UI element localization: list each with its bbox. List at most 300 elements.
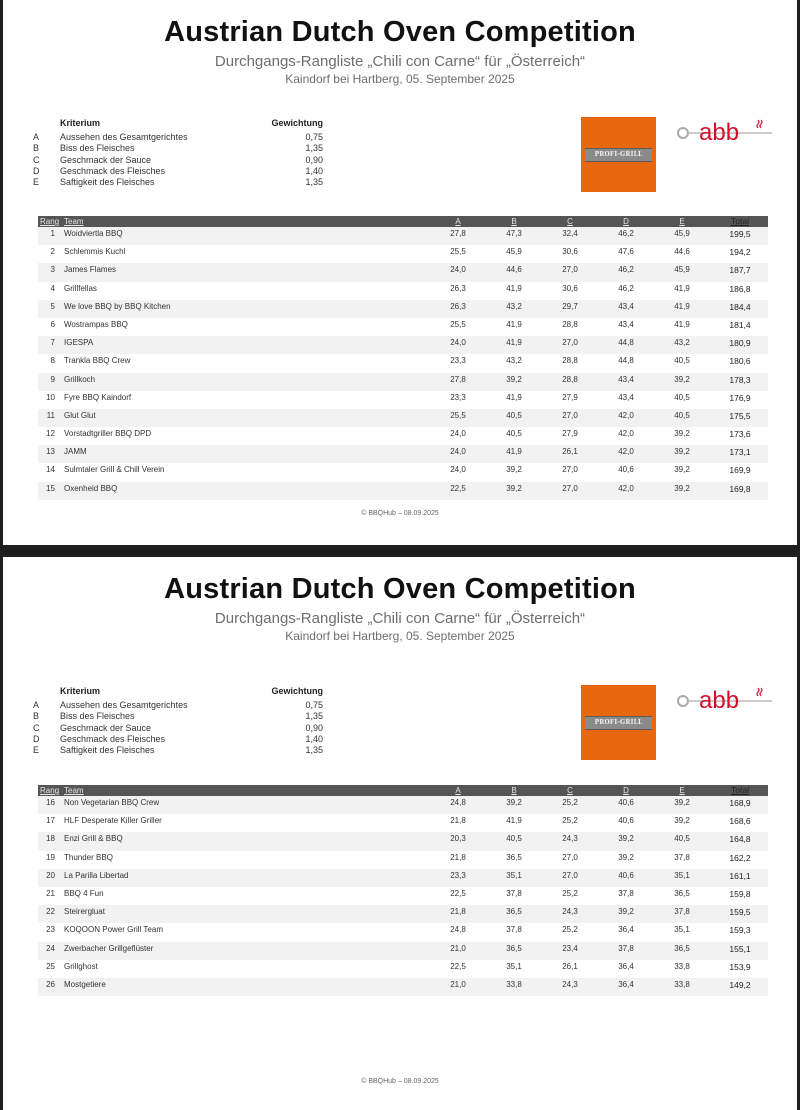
criteria-row xyxy=(33,723,323,734)
table-row xyxy=(38,227,768,245)
score-b-cell: 47,3 xyxy=(506,229,522,238)
score-c-cell: 25,2 xyxy=(562,816,578,826)
score-e-cell: 37,8 xyxy=(674,852,690,862)
score-e-cell: 39,2 xyxy=(674,816,690,826)
score-c-cell: 28,8 xyxy=(562,356,578,366)
rank-cell: 2 xyxy=(50,247,55,257)
rank-cell: 6 xyxy=(50,319,55,329)
table-row xyxy=(38,869,768,887)
page-title: Austrian Dutch Oven Competition xyxy=(164,573,636,605)
score-a-cell: 22,5 xyxy=(450,483,466,493)
criteria-name: Aussehen des Gesamtgerichtes xyxy=(60,132,188,142)
score-d-cell: 42,0 xyxy=(618,483,634,493)
score-b-cell: 40,5 xyxy=(506,410,522,420)
score-b-cell: 39,2 xyxy=(506,374,522,384)
criteria-row xyxy=(33,132,323,143)
profi-grill-ribbon: PROFI-GRILL xyxy=(585,716,652,730)
score-a-cell: 21,8 xyxy=(450,907,466,917)
score-d-cell: 36,4 xyxy=(618,925,634,935)
team-cell: Vorstadtgriller BBQ DPD xyxy=(64,429,152,439)
rank-cell: 24 xyxy=(46,943,55,953)
col-c: C xyxy=(567,786,573,795)
score-b-cell: 39,2 xyxy=(506,465,522,475)
table-row xyxy=(38,463,768,481)
team-cell: Grillfellas xyxy=(64,283,97,293)
score-d-cell: 39,2 xyxy=(618,852,634,862)
score-e-cell: 43,2 xyxy=(674,338,690,348)
score-b-cell: 41,9 xyxy=(506,319,522,329)
score-c-cell: 23,4 xyxy=(562,943,578,953)
svg-text:abb: abb xyxy=(699,119,740,146)
criteria-name: Saftigkeit des Fleisches xyxy=(60,745,155,756)
score-e-cell: 37,8 xyxy=(674,907,690,917)
team-cell: Glut Glut xyxy=(64,410,96,420)
svg-text:abb: abb xyxy=(699,687,740,714)
criteria-letter: B xyxy=(33,711,40,722)
team-cell: La Parilla Libertad xyxy=(64,870,129,880)
rank-cell: 10 xyxy=(46,392,55,402)
score-e-cell: 41,9 xyxy=(674,301,690,311)
score-e-cell: 40,5 xyxy=(674,410,690,420)
rank-cell: 15 xyxy=(46,483,55,493)
total-cell: 173,1 xyxy=(729,447,751,458)
total-cell: 159,8 xyxy=(729,888,751,899)
score-e-cell: 35,1 xyxy=(674,925,690,935)
table-row xyxy=(38,300,768,318)
score-d-cell: 47,6 xyxy=(618,247,634,257)
criteria-letter: E xyxy=(33,745,40,756)
team-cell: JAMM xyxy=(64,447,87,457)
score-b-cell: 43,2 xyxy=(506,356,522,366)
score-a-cell: 23,3 xyxy=(450,870,466,880)
total-cell: 194,2 xyxy=(729,247,751,258)
team-cell: BBQ 4 Fun xyxy=(64,888,104,898)
score-e-cell: 44,6 xyxy=(674,247,690,257)
rank-cell: 12 xyxy=(46,429,55,439)
criteria-col-weight: Gewichtung xyxy=(271,118,323,128)
rank-cell: 9 xyxy=(50,374,55,384)
score-e-cell: 35,1 xyxy=(674,870,690,880)
criteria-name: Aussehen des Gesamtgerichtes xyxy=(60,700,188,710)
score-d-cell: 44,8 xyxy=(618,338,634,348)
rank-cell: 11 xyxy=(46,410,55,420)
total-cell: 187,7 xyxy=(729,265,751,276)
team-cell: Steirergluat xyxy=(64,907,105,917)
criteria-row xyxy=(33,734,323,745)
table-row xyxy=(38,942,768,960)
ranking-table-page-1 xyxy=(38,216,768,500)
score-c-cell: 28,8 xyxy=(562,319,578,329)
score-b-cell: 35,1 xyxy=(506,961,522,971)
table-row xyxy=(38,409,768,427)
score-b-cell: 40,5 xyxy=(506,429,522,439)
criteria-col-criterion: Kriterium xyxy=(60,118,101,128)
team-cell: Grillkoch xyxy=(64,374,96,384)
page-1 xyxy=(3,0,797,545)
rank-cell: 7 xyxy=(50,338,55,348)
table-row xyxy=(38,923,768,941)
score-d-cell: 43,4 xyxy=(618,301,634,311)
score-d-cell: 46,2 xyxy=(618,283,634,293)
total-cell: 155,1 xyxy=(729,943,751,954)
criteria-letter: A xyxy=(33,700,40,710)
rank-cell: 21 xyxy=(46,888,55,898)
score-b-cell: 36,5 xyxy=(506,852,522,862)
score-b-cell: 41,9 xyxy=(506,816,522,826)
team-cell: Sulmtaler Grill & Chill Verein xyxy=(64,465,165,475)
col-a: A xyxy=(455,217,461,226)
total-cell: 199,5 xyxy=(729,229,751,239)
score-b-cell: 41,9 xyxy=(506,338,522,348)
score-c-cell: 27,0 xyxy=(562,870,578,880)
page-title: Austrian Dutch Oven Competition xyxy=(164,16,636,48)
score-b-cell: 45,9 xyxy=(506,247,522,257)
footer-copyright: © BBQHub – 08.09.2025 xyxy=(361,510,439,517)
score-a-cell: 24,0 xyxy=(450,429,466,439)
rank-cell: 16 xyxy=(46,798,55,807)
criteria-name: Biss des Fleisches xyxy=(60,143,135,154)
criteria-weight: 1,35 xyxy=(305,745,323,756)
score-a-cell: 24,0 xyxy=(450,465,466,475)
total-cell: 161,1 xyxy=(729,870,751,881)
criteria-row xyxy=(33,700,323,711)
score-e-cell: 39,2 xyxy=(674,798,690,807)
score-a-cell: 22,5 xyxy=(450,961,466,971)
score-a-cell: 27,8 xyxy=(450,374,466,384)
score-c-cell: 26,1 xyxy=(562,961,578,971)
rank-cell: 23 xyxy=(46,925,55,935)
criteria-row xyxy=(33,745,323,756)
total-cell: 184,4 xyxy=(729,301,751,312)
page-subtitle: Durchgangs-Rangliste „Chili con Carne“ für „Österreich“ xyxy=(214,610,586,627)
score-a-cell: 25,5 xyxy=(450,410,466,420)
total-cell: 149,2 xyxy=(729,979,751,990)
score-e-cell: 36,5 xyxy=(674,888,690,898)
criteria-letter: B xyxy=(33,143,40,154)
table-row xyxy=(38,318,768,336)
team-cell: Schlemmis Kuchl xyxy=(64,247,126,257)
score-b-cell: 43,2 xyxy=(506,301,522,311)
score-c-cell: 27,0 xyxy=(562,483,578,493)
criteria-name: Geschmack der Sauce xyxy=(60,722,152,733)
team-cell: Non Vegetarian BBQ Crew xyxy=(64,798,160,807)
total-cell: 169,8 xyxy=(729,483,751,494)
criteria-header xyxy=(33,118,323,132)
team-cell: Zwerbacher Grillgeflüster xyxy=(64,943,154,953)
score-e-cell: 39,2 xyxy=(674,447,690,457)
criteria-name: Geschmack der Sauce xyxy=(60,154,152,165)
criteria-name: Saftigkeit des Fleisches xyxy=(60,177,155,188)
criteria-letter: C xyxy=(33,722,40,733)
footer-copyright: © BBQHub – 08.09.2025 xyxy=(361,1078,439,1085)
score-d-cell: 42,0 xyxy=(618,447,634,457)
col-b: B xyxy=(511,786,517,795)
score-c-cell: 30,6 xyxy=(562,247,578,257)
rank-cell: 20 xyxy=(46,870,55,880)
score-b-cell: 41,9 xyxy=(506,447,522,457)
criteria-weight: 0,75 xyxy=(305,700,323,710)
score-d-cell: 37,8 xyxy=(618,888,634,898)
score-a-cell: 27,8 xyxy=(450,229,466,238)
col-d: D xyxy=(623,786,629,795)
table-row xyxy=(38,905,768,923)
table-row xyxy=(38,354,768,372)
score-d-cell: 43,4 xyxy=(618,392,634,402)
score-a-cell: 23,3 xyxy=(450,356,466,366)
score-e-cell: 40,5 xyxy=(674,356,690,366)
team-cell: Fyre BBQ Kaindorf xyxy=(64,392,132,402)
total-cell: 180,6 xyxy=(729,356,751,367)
criteria-weight: 0,90 xyxy=(305,154,323,165)
rank-cell: 4 xyxy=(50,283,55,293)
table-row xyxy=(38,796,768,814)
col-e: E xyxy=(679,786,685,795)
score-b-cell: 36,5 xyxy=(506,943,522,953)
page-2 xyxy=(3,557,797,1110)
score-a-cell: 21,0 xyxy=(450,979,466,989)
table-row xyxy=(38,245,768,263)
rank-cell: 17 xyxy=(46,816,55,826)
score-c-cell: 27,0 xyxy=(562,465,578,475)
score-d-cell: 42,0 xyxy=(618,410,634,420)
criteria-col-criterion: Kriterium xyxy=(60,686,101,696)
rank-cell: 14 xyxy=(46,465,55,475)
total-cell: 169,9 xyxy=(729,465,751,476)
criteria-row xyxy=(33,177,323,188)
rank-cell: 5 xyxy=(50,301,55,311)
profi-grill-ribbon: PROFI-GRILL xyxy=(585,148,652,162)
table-row xyxy=(38,336,768,354)
score-b-cell: 37,8 xyxy=(506,925,522,935)
team-cell: Mostgetiere xyxy=(64,979,106,989)
score-e-cell: 39,2 xyxy=(674,429,690,439)
score-a-cell: 26,3 xyxy=(450,283,466,293)
score-c-cell: 28,8 xyxy=(562,374,578,384)
team-cell: James Flames xyxy=(64,265,117,275)
score-a-cell: 24,8 xyxy=(450,925,466,935)
team-cell: Enzi Grill & BBQ xyxy=(64,834,123,844)
criteria-weight: 1,35 xyxy=(305,143,323,154)
score-b-cell: 33,8 xyxy=(506,979,522,989)
score-e-cell: 39,2 xyxy=(674,465,690,475)
team-cell: IGESPA xyxy=(64,338,94,348)
rank-cell: 26 xyxy=(46,979,55,989)
score-b-cell: 39,2 xyxy=(506,798,522,807)
team-cell: We love BBQ by BBQ Kitchen xyxy=(64,301,171,311)
total-cell: 162,2 xyxy=(729,852,751,863)
team-cell: Grillghost xyxy=(64,961,98,971)
table-row xyxy=(38,960,768,978)
score-d-cell: 46,2 xyxy=(618,229,634,238)
col-b: B xyxy=(511,217,517,226)
score-e-cell: 40,5 xyxy=(674,834,690,844)
score-d-cell: 44,8 xyxy=(618,356,634,366)
total-cell: 180,9 xyxy=(729,338,751,349)
total-cell: 175,5 xyxy=(729,410,751,421)
table-header xyxy=(38,216,768,227)
score-a-cell: 24,0 xyxy=(450,338,466,348)
col-team: Team xyxy=(64,217,84,226)
col-total: Total xyxy=(731,785,749,795)
rank-cell: 22 xyxy=(46,907,55,917)
score-d-cell: 37,8 xyxy=(618,943,634,953)
score-e-cell: 41,9 xyxy=(674,319,690,329)
team-cell: Oxenheid BBQ xyxy=(64,483,118,493)
criteria-weight: 1,40 xyxy=(305,733,323,744)
criteria-letter: E xyxy=(33,177,40,188)
table-row xyxy=(38,887,768,905)
rank-cell: 8 xyxy=(50,356,55,366)
score-e-cell: 41,9 xyxy=(674,283,690,293)
score-e-cell: 33,8 xyxy=(674,979,690,989)
score-c-cell: 27,0 xyxy=(562,338,578,348)
col-total: Total xyxy=(731,216,749,226)
score-a-cell: 21,8 xyxy=(450,852,466,862)
score-d-cell: 39,2 xyxy=(618,834,634,844)
score-c-cell: 27,0 xyxy=(562,410,578,420)
criteria-letter: A xyxy=(33,132,40,142)
score-e-cell: 45,9 xyxy=(674,229,690,238)
score-c-cell: 29,7 xyxy=(562,301,578,311)
score-d-cell: 36,4 xyxy=(618,961,634,971)
criteria-table xyxy=(33,686,323,756)
table-row xyxy=(38,978,768,996)
score-c-cell: 27,0 xyxy=(562,265,578,275)
criteria-name: Biss des Fleisches xyxy=(60,711,135,722)
score-c-cell: 30,6 xyxy=(562,283,578,293)
table-row xyxy=(38,814,768,832)
score-e-cell: 40,5 xyxy=(674,392,690,402)
criteria-table xyxy=(33,118,323,188)
table-row xyxy=(38,282,768,300)
team-cell: Trankla BBQ Crew xyxy=(64,356,131,366)
score-a-cell: 24,0 xyxy=(450,265,466,275)
col-rang: Rang xyxy=(40,217,60,226)
rank-cell: 19 xyxy=(46,852,55,862)
total-cell: 164,8 xyxy=(729,834,751,845)
score-b-cell: 39,2 xyxy=(506,483,522,493)
criteria-row xyxy=(33,166,323,177)
col-e: E xyxy=(679,217,685,226)
team-cell: HLF Desperate Killer Griller xyxy=(64,816,162,826)
score-a-cell: 25,5 xyxy=(450,319,466,329)
score-c-cell: 25,2 xyxy=(562,798,578,807)
score-d-cell: 42,0 xyxy=(618,429,634,439)
rank-cell: 1 xyxy=(50,229,55,238)
page-subtitle: Durchgangs-Rangliste „Chili con Carne“ für „Österreich“ xyxy=(214,53,586,70)
table-row xyxy=(38,373,768,391)
score-c-cell: 24,3 xyxy=(562,907,578,917)
score-d-cell: 40,6 xyxy=(618,798,634,807)
criteria-header xyxy=(33,686,323,700)
score-d-cell: 39,2 xyxy=(618,907,634,917)
score-a-cell: 25,5 xyxy=(450,247,466,257)
table-row xyxy=(38,851,768,869)
score-c-cell: 24,3 xyxy=(562,979,578,989)
table-row xyxy=(38,482,768,500)
table-row xyxy=(38,445,768,463)
total-cell: 176,9 xyxy=(729,392,751,403)
score-d-cell: 40,6 xyxy=(618,870,634,880)
abb-logo xyxy=(675,685,775,715)
criteria-letter: D xyxy=(33,733,40,744)
criteria-letter: C xyxy=(33,154,40,165)
score-c-cell: 25,2 xyxy=(562,925,578,935)
score-a-cell: 21,8 xyxy=(450,816,466,826)
score-a-cell: 21,0 xyxy=(450,943,466,953)
col-rang: Rang xyxy=(40,786,60,795)
score-b-cell: 35,1 xyxy=(506,870,522,880)
col-c: C xyxy=(567,217,573,226)
total-cell: 181,4 xyxy=(729,319,751,330)
criteria-name: Geschmack des Fleisches xyxy=(60,733,166,744)
abb-logo xyxy=(675,117,775,147)
rank-cell: 3 xyxy=(50,265,55,275)
score-a-cell: 24,8 xyxy=(450,798,466,807)
criteria-weight: 1,35 xyxy=(305,711,323,722)
score-c-cell: 26,1 xyxy=(562,447,578,457)
score-a-cell: 23,3 xyxy=(450,392,466,402)
score-c-cell: 24,3 xyxy=(562,834,578,844)
col-d: D xyxy=(623,217,629,226)
score-c-cell: 25,2 xyxy=(562,888,578,898)
score-b-cell: 44,6 xyxy=(506,265,522,275)
table-row xyxy=(38,391,768,409)
criteria-name: Geschmack des Fleisches xyxy=(60,165,166,176)
score-d-cell: 43,4 xyxy=(618,319,634,329)
criteria-col-weight: Gewichtung xyxy=(271,686,323,696)
total-cell: 159,3 xyxy=(729,925,751,936)
team-cell: Woidviertla BBQ xyxy=(64,229,123,238)
score-e-cell: 39,2 xyxy=(674,374,690,384)
score-b-cell: 37,8 xyxy=(506,888,522,898)
score-e-cell: 36,5 xyxy=(674,943,690,953)
team-cell: Thunder BBQ xyxy=(64,852,113,862)
score-d-cell: 46,2 xyxy=(618,265,634,275)
location-date: Kaindorf bei Hartberg, 05. September 2025 xyxy=(285,72,515,86)
criteria-weight: 0,90 xyxy=(305,722,323,733)
score-b-cell: 41,9 xyxy=(506,392,522,402)
rank-cell: 18 xyxy=(46,834,55,844)
criteria-row xyxy=(33,711,323,722)
score-a-cell: 26,3 xyxy=(450,301,466,311)
score-d-cell: 40,6 xyxy=(618,465,634,475)
score-b-cell: 41,9 xyxy=(506,283,522,293)
col-a: A xyxy=(455,786,461,795)
score-a-cell: 24,0 xyxy=(450,447,466,457)
score-a-cell: 22,5 xyxy=(450,888,466,898)
criteria-row xyxy=(33,155,323,166)
score-c-cell: 27,0 xyxy=(562,852,578,862)
total-cell: 168,9 xyxy=(729,798,751,808)
total-cell: 159,5 xyxy=(729,907,751,918)
criteria-weight: 1,40 xyxy=(305,165,323,176)
team-cell: KOQOON Power Grill Team xyxy=(64,925,163,935)
score-e-cell: 45,9 xyxy=(674,265,690,275)
col-team: Team xyxy=(64,786,84,795)
score-c-cell: 27,9 xyxy=(562,392,578,402)
score-c-cell: 32,4 xyxy=(562,229,578,238)
table-row xyxy=(38,263,768,281)
ranking-table-page-2 xyxy=(38,785,768,996)
score-a-cell: 20,3 xyxy=(450,834,466,844)
criteria-row xyxy=(33,143,323,154)
score-c-cell: 27,9 xyxy=(562,429,578,439)
table-row xyxy=(38,427,768,445)
table-header xyxy=(38,785,768,796)
total-cell: 168,6 xyxy=(729,816,751,827)
location-date: Kaindorf bei Hartberg, 05. September 2025 xyxy=(285,629,515,643)
